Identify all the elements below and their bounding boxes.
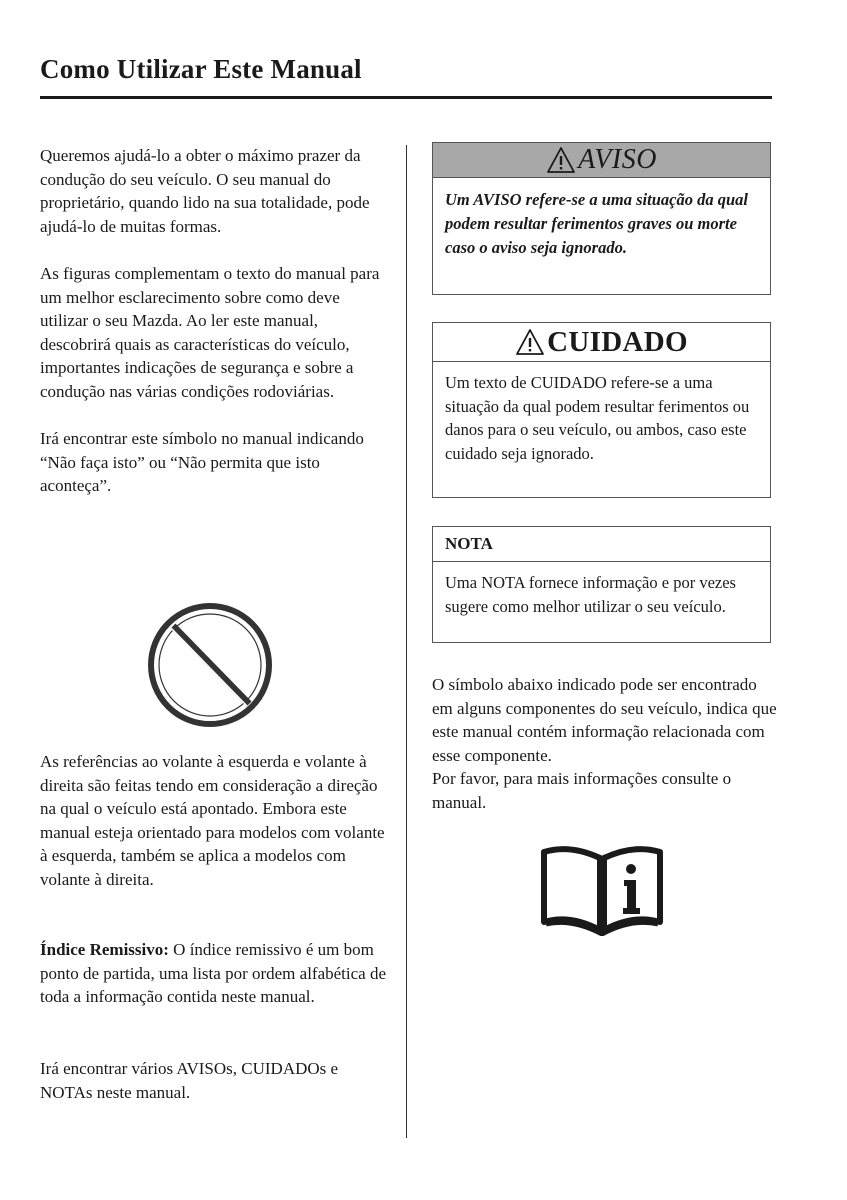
consult-manual-text: Por favor, para mais informações consulte o manual. [432,769,732,812]
left-column [40,144,390,498]
symbol-paragraph: Irá encontrar este símbolo no manual indicando “Não faça isto” ou “Não permita que isto aconteça”. [40,429,364,495]
aviso-box [432,142,771,295]
warning-triangle-icon [546,146,576,174]
index-paragraph [40,938,390,1009]
cuidado-body: Um texto de CUIDADO refere-se a uma situação da qual podem resultar ferimentos ou danos para o seu veículo, ou ambos, caso este cuidado seja ignorado. [445,373,750,463]
nota-title: NOTA [433,527,770,562]
cuidado-box [432,322,771,498]
steering-paragraph: As referências ao volante à esquerda e volante à direita são feitas tendo em consideração a direção na qual o veículo está apontado. Embora este manual esteja orientado para modelos com volante à esquerda, também se aplica a modelos com volante à direita. [40,752,385,889]
figures-paragraph: As figuras complementam o texto do manual para um melhor esclarecimento sobre como deve utilizar o seu Mazda. Ao ler este manual, descobrirá quais as características do veículo, importantes indicações de segurança e sobre a condução nas várias condições rodoviárias. [40,264,380,401]
nota-box [432,526,771,643]
warnings-paragraph: Irá encontrar vários AVISOs, CUIDADOs e NOTAs neste manual. [40,1059,339,1102]
manual-book-info-icon [540,838,664,936]
title-rule [40,96,772,99]
manual-symbol-paragraph [432,673,777,814]
manual-symbol-text: O símbolo abaixo indicado pode ser encontrado em alguns componentes do seu veículo, indica que este manual contém informação relacionada com esse componente. [432,675,777,765]
prohibition-icon [145,600,275,730]
aviso-header [433,143,770,178]
page-title: Como Utilizar Este Manual [40,54,362,84]
cuidado-title: CUIDADO [547,325,688,358]
nota-body: Uma NOTA fornece informação e por vezes sugere como melhor utilizar o seu veículo. [445,573,736,616]
warning-triangle-icon [515,328,545,356]
cuidado-header [433,323,770,362]
column-divider [406,145,407,1138]
aviso-title: AVISO [578,144,657,175]
index-text: O índice remissivo é um bom ponto de partida, uma lista por ordem alfabética de toda a informação contida neste manual. [40,940,387,1006]
intro-paragraph: Queremos ajudá-lo a obter o máximo prazer da condução do seu veículo. O seu manual do proprietário, quando lido na sua totalidade, pode ajudá-lo de muitas formas. [40,146,370,236]
aviso-body: Um AVISO refere-se a uma situação da qual podem resultar ferimentos graves ou morte caso o aviso seja ignorado. [445,190,748,257]
index-label: Índice Remissivo: [40,940,169,959]
